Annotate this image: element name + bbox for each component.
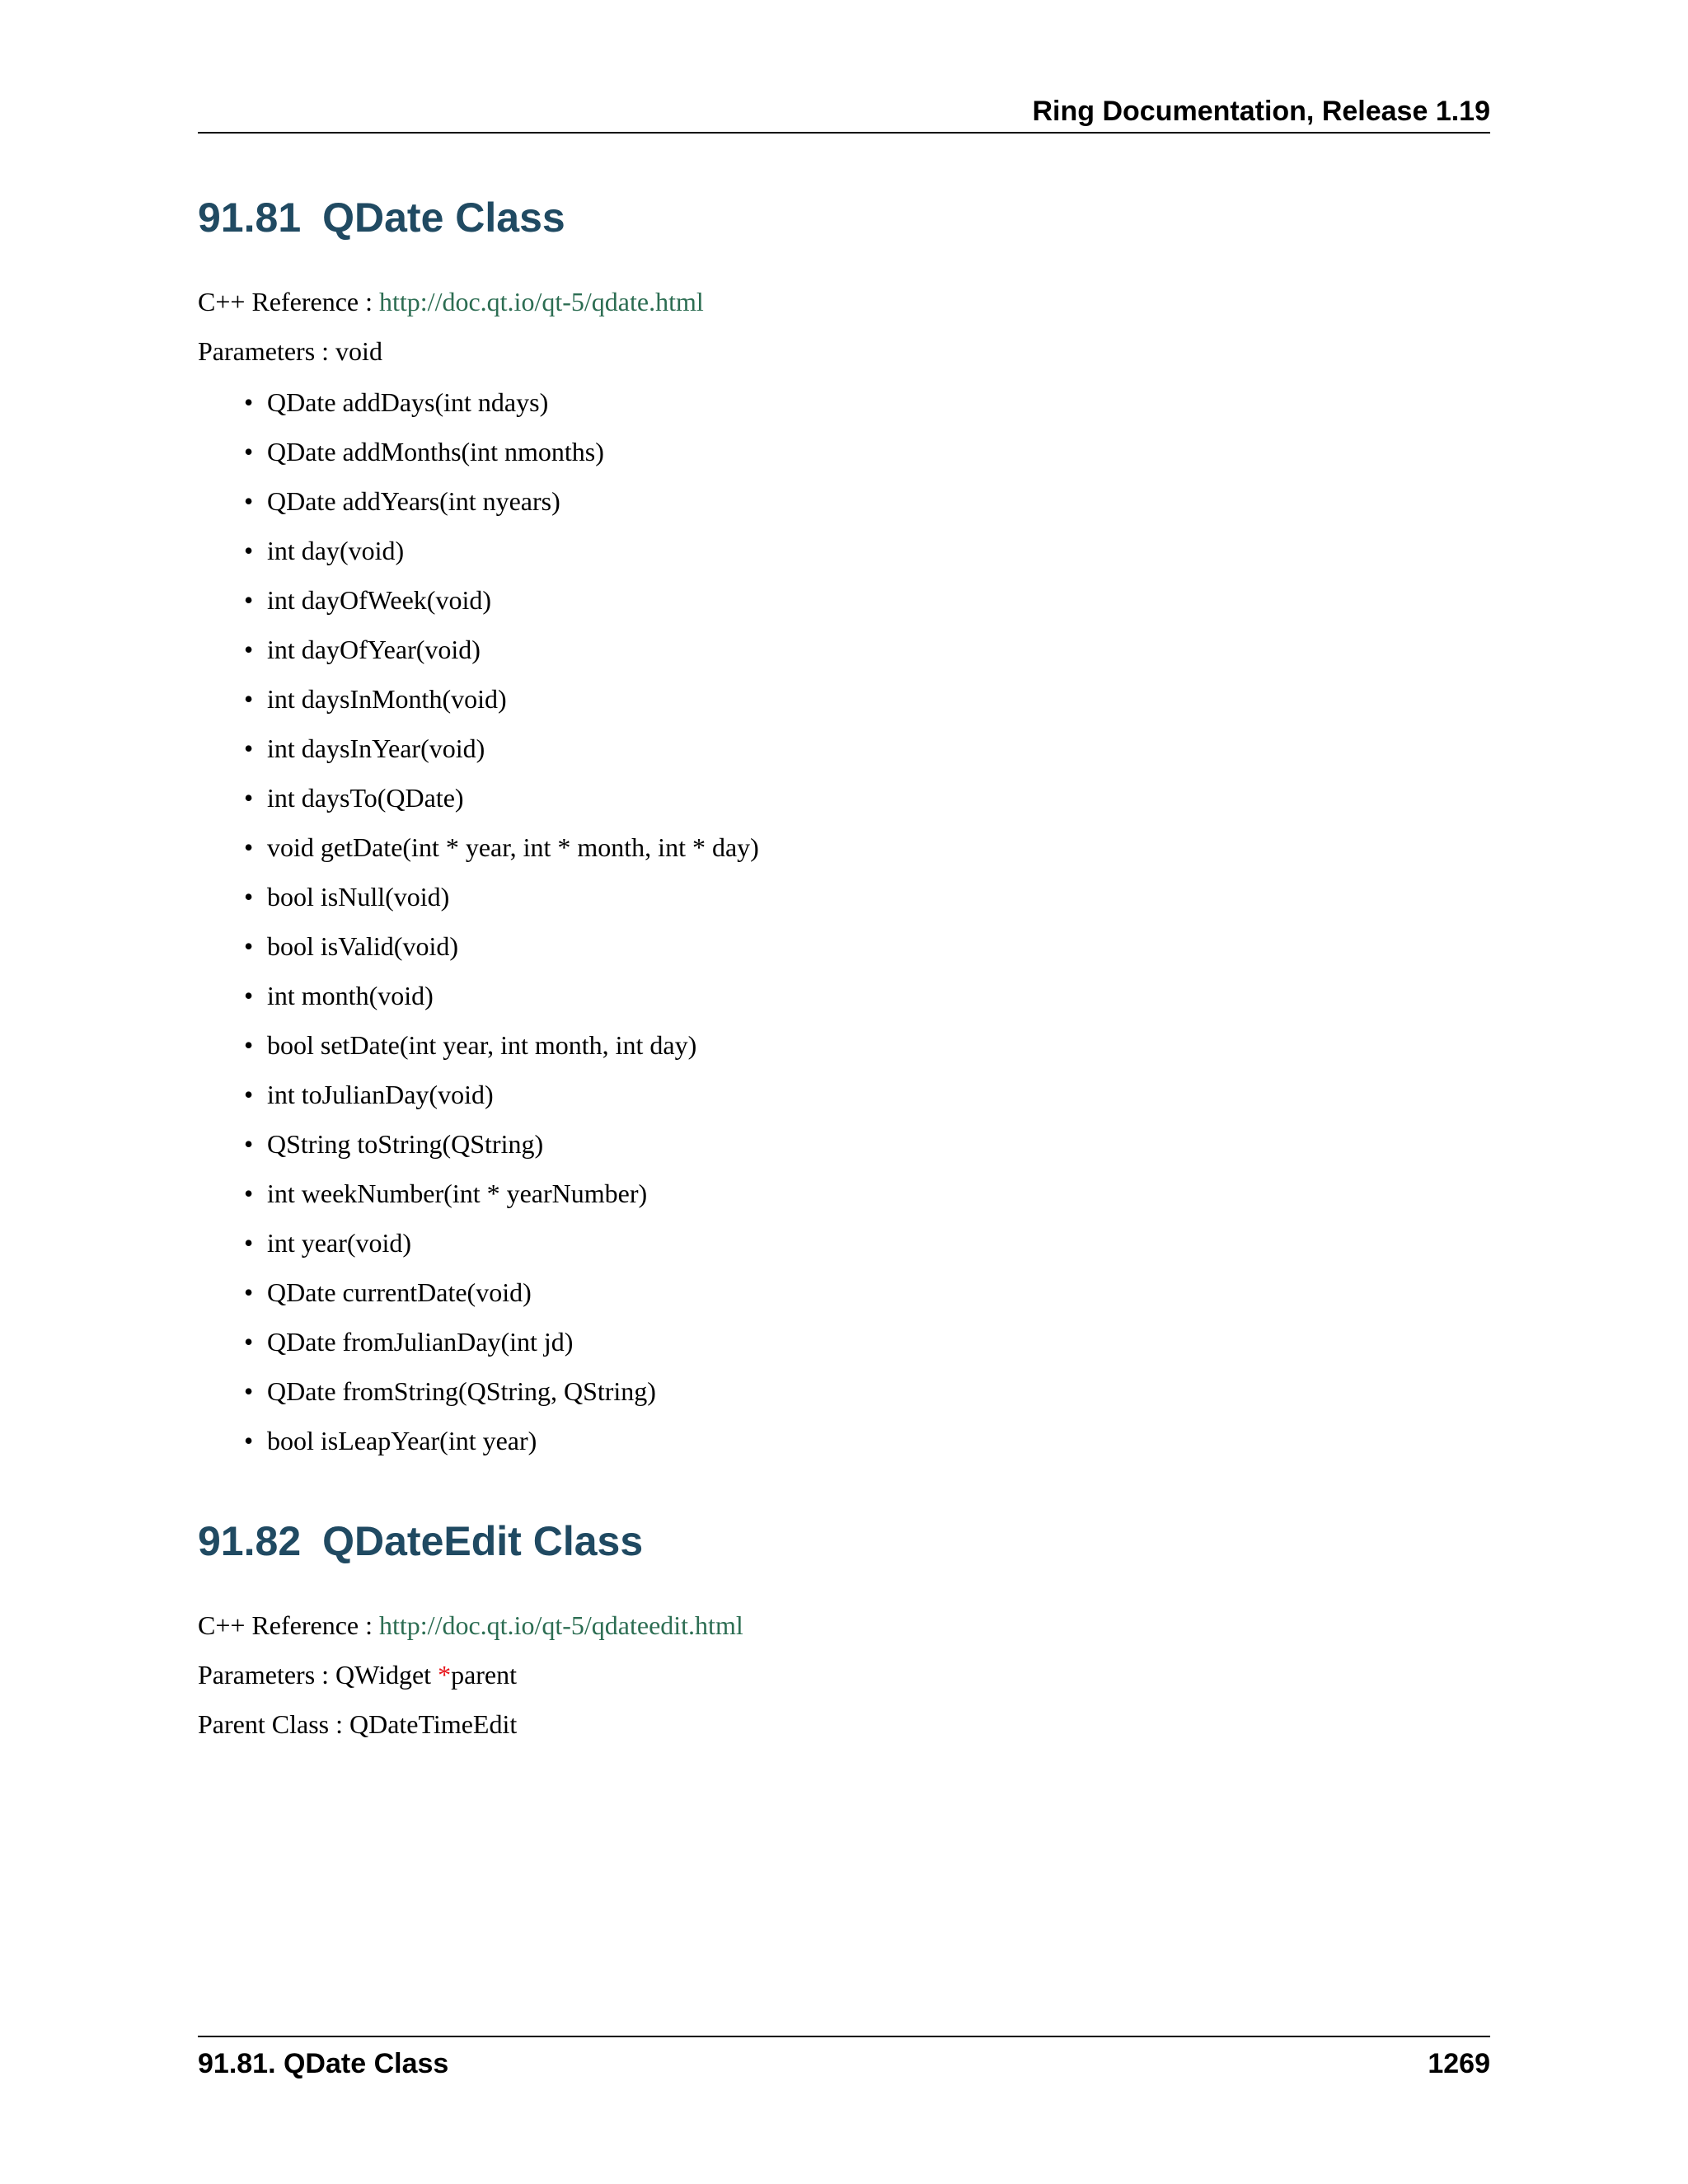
section-title-qdate — [198, 193, 565, 242]
footer-section: 91.81. QDate Class — [198, 2048, 449, 2079]
method-item: • int daysTo(QDate) — [198, 781, 759, 831]
parameters-value: void — [335, 336, 382, 366]
method-item: • bool isLeapYear(int year) — [198, 1424, 759, 1474]
method-item: • int toJulianDay(void) — [198, 1078, 759, 1127]
method-item: • QDate fromString(QString, QString) — [198, 1375, 759, 1424]
reference-link[interactable]: http://doc.qt.io/qt-5/qdateedit.html — [379, 1610, 743, 1640]
cpp-reference-qdateedit — [198, 1609, 743, 1642]
parameters-name: parent — [451, 1660, 518, 1690]
reference-link[interactable]: http://doc.qt.io/qt-5/qdate.html — [379, 287, 704, 316]
parameters-label: Parameters : — [198, 336, 330, 366]
section-heading: QDate Class — [322, 194, 565, 241]
method-item: • QDate addDays(int ndays) — [198, 386, 759, 435]
method-item: • QString toString(QString) — [198, 1127, 759, 1177]
pointer-star: * — [438, 1660, 452, 1690]
parent-class-value: QDateTimeEdit — [349, 1709, 518, 1739]
method-item: • int dayOfWeek(void) — [198, 583, 759, 633]
method-item: • int weekNumber(int * yearNumber) — [198, 1177, 759, 1226]
parameters-label: Parameters : — [198, 1660, 330, 1690]
method-item: • bool isValid(void) — [198, 930, 759, 979]
method-item: • QDate addMonths(int nmonths) — [198, 435, 759, 485]
method-item: • int month(void) — [198, 979, 759, 1029]
page-header — [198, 91, 1490, 134]
method-item: • void getDate(int * year, int * month, int * day) — [198, 831, 759, 880]
method-item: • QDate currentDate(void) — [198, 1276, 759, 1325]
parent-class-label: Parent Class : — [198, 1709, 343, 1739]
parent-class-qdateedit — [198, 1708, 517, 1741]
method-list — [198, 386, 759, 1474]
section-number: 91.82 — [198, 1518, 302, 1564]
method-item: • int year(void) — [198, 1226, 759, 1276]
parameters-type: QWidget — [335, 1660, 432, 1690]
section-title-qdateedit — [198, 1516, 643, 1566]
method-item: • int daysInYear(void) — [198, 732, 759, 781]
method-item: • bool isNull(void) — [198, 880, 759, 930]
reference-label: C++ Reference : — [198, 1610, 373, 1640]
section-heading: QDateEdit Class — [322, 1518, 644, 1564]
method-item: • int day(void) — [198, 534, 759, 583]
method-item: • bool setDate(int year, int month, int day) — [198, 1029, 759, 1078]
cpp-reference-qdate — [198, 285, 704, 318]
method-item: • int dayOfYear(void) — [198, 633, 759, 682]
method-item: • QDate fromJulianDay(int jd) — [198, 1325, 759, 1375]
parameters-qdateedit — [198, 1658, 517, 1691]
page-footer — [198, 2036, 1490, 2082]
method-item: • QDate addYears(int nyears) — [198, 485, 759, 534]
page-number: 1269 — [1428, 2048, 1490, 2079]
reference-label: C++ Reference : — [198, 287, 373, 316]
header-title: Ring Documentation, Release 1.19 — [1032, 96, 1490, 127]
parameters-qdate — [198, 335, 382, 368]
method-item: • int daysInMonth(void) — [198, 682, 759, 732]
section-number: 91.81 — [198, 194, 302, 241]
